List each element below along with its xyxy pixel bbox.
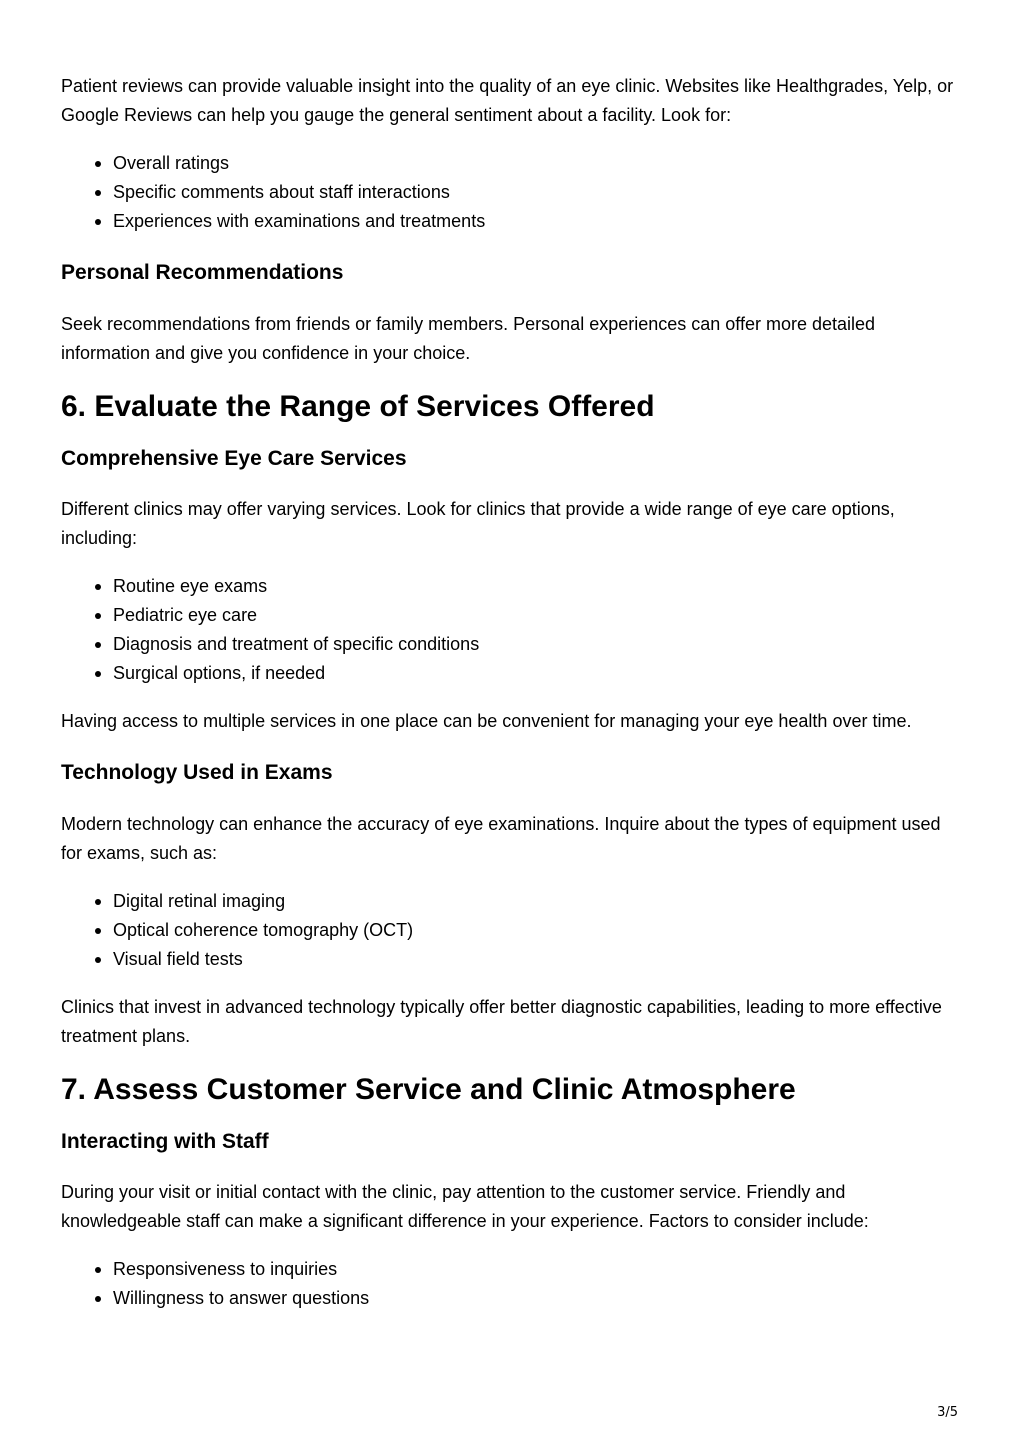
list-item: Diagnosis and treatment of specific conditions [113, 630, 966, 659]
staff-factors-list [61, 1255, 966, 1313]
list-item: Overall ratings [113, 149, 966, 178]
page-number: 3/5 [937, 1405, 958, 1420]
services-list [61, 572, 966, 688]
list-item: Responsiveness to inquiries [113, 1255, 966, 1284]
section-heading-6: 6. Evaluate the Range of Services Offered [61, 390, 655, 423]
intro-paragraph: Patient reviews can provide valuable insight into the quality of an eye clinic. Websites like Healthgrades, Yelp, or Google Reviews can help you gauge the general sentiment about a facility. Look for: [61, 76, 954, 125]
technology-list [61, 887, 966, 974]
comprehensive-paragraph: Different clinics may offer varying services. Look for clinics that provide a wide range of eye care options, including: [61, 499, 895, 548]
list-item: Experiences with examinations and treatments [113, 207, 966, 236]
list-item: Surgical options, if needed [113, 659, 966, 688]
section-heading-7: 7. Assess Customer Service and Clinic Atmosphere [61, 1073, 796, 1106]
document-page [61, 72, 966, 1313]
subheading-personal-recommendations: Personal Recommendations [61, 261, 344, 284]
list-item: Routine eye exams [113, 572, 966, 601]
subheading-comprehensive-eye-care: Comprehensive Eye Care Services [61, 447, 407, 470]
list-item: Specific comments about staff interactions [113, 178, 966, 207]
staff-paragraph: During your visit or initial contact with the clinic, pay attention to the customer service. Friendly and knowledgeable staff can make a significant difference in your experience. Factors to consider include: [61, 1182, 869, 1231]
subheading-interacting-with-staff: Interacting with Staff [61, 1130, 269, 1153]
review-criteria-list [61, 149, 966, 236]
list-item: Pediatric eye care [113, 601, 966, 630]
technology-paragraph: Modern technology can enhance the accuracy of eye examinations. Inquire about the types of equipment used for exams, such as: [61, 814, 941, 863]
list-item: Optical coherence tomography (OCT) [113, 916, 966, 945]
list-item: Digital retinal imaging [113, 887, 966, 916]
personal-recommendations-paragraph: Seek recommendations from friends or family members. Personal experiences can offer more detailed information and give you confidence in your choice. [61, 314, 876, 363]
technology-closing-paragraph: Clinics that invest in advanced technology typically offer better diagnostic capabilities, leading to more effective treatment plans. [61, 997, 942, 1046]
subheading-technology: Technology Used in Exams [61, 761, 333, 784]
services-closing-paragraph: Having access to multiple services in one place can be convenient for managing your eye health over time. [61, 711, 912, 731]
list-item: Willingness to answer questions [113, 1284, 966, 1313]
list-item: Visual field tests [113, 945, 966, 974]
